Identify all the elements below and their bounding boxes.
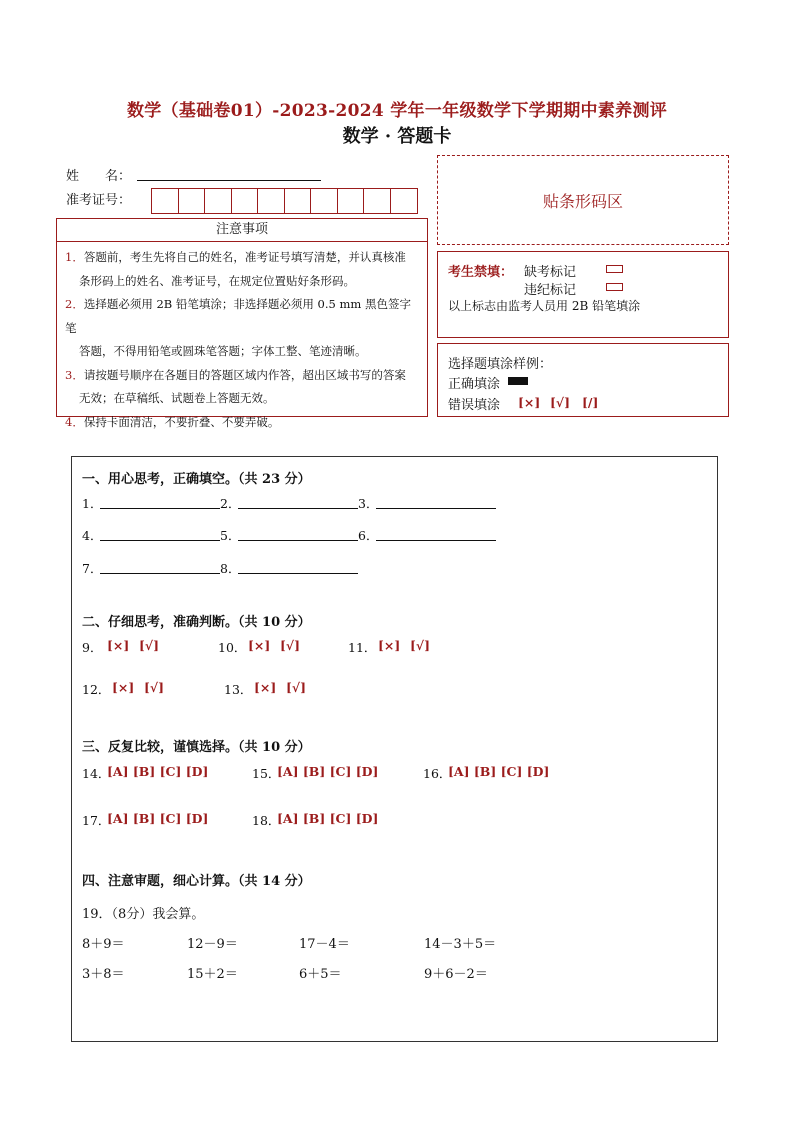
question-number: 4． (82, 528, 103, 543)
fill-sample-box (437, 343, 729, 417)
option-check[interactable]: [√] (410, 638, 431, 653)
proctor-mark-box (437, 251, 729, 338)
barcode-label: 贴条形码区 (542, 191, 623, 211)
answer-area (71, 456, 718, 1042)
answer-blank[interactable] (238, 562, 358, 574)
notice-title: 注意事项 (56, 218, 428, 242)
answer-blank[interactable] (100, 562, 220, 574)
answer-blank[interactable] (376, 497, 496, 509)
correct-fill-mark (508, 377, 528, 385)
wrong-mark-slash: [/] (582, 395, 599, 410)
page-subtitle: 数学 · 答题卡 (342, 126, 452, 147)
name-label: 姓 名： (66, 169, 132, 184)
barcode-area (437, 155, 729, 245)
id-digit-box[interactable] (152, 189, 179, 213)
section-2-title: 二、仔细思考，准确判断。（共 10 分） (82, 615, 311, 630)
option-cross[interactable]: [×] (248, 638, 271, 653)
calc-item: 6＋5＝ (299, 967, 342, 982)
question-number: 14． (82, 766, 111, 781)
correct-fill-label: 正确填涂 (448, 377, 501, 392)
id-digit-box[interactable] (364, 189, 391, 213)
id-digit-box[interactable] (391, 189, 418, 213)
question-number: 11． (348, 640, 377, 655)
notice-item: 1．答题前，考生先将自己的姓名，准考证号填写清楚，并认真核准 (65, 250, 406, 264)
question-number: 17． (82, 813, 111, 828)
wrong-mark-cross: [×] (518, 395, 541, 410)
choice-options[interactable]: [A] [B] [C] [D] (107, 764, 209, 779)
id-digit-box[interactable] (205, 189, 232, 213)
calc-item: 15＋2＝ (187, 967, 238, 982)
calc-item: 12－9＝ (187, 937, 238, 952)
name-field[interactable] (137, 167, 321, 181)
section-1-title: 一、用心思考，正确填空。（共 23 分） (82, 472, 311, 487)
question-number: 13． (224, 682, 253, 697)
question-number: 1． (82, 496, 103, 511)
notice-item-cont: 条形码上的姓名、准考证号，在规定位置贴好条形码。 (79, 273, 355, 288)
forbid-note: 以上标志由监考人员用 2B 铅笔填涂 (448, 299, 641, 313)
answer-blank[interactable] (238, 497, 358, 509)
question-number: 18． (252, 813, 281, 828)
id-digit-box[interactable] (232, 189, 259, 213)
answer-blank[interactable] (100, 529, 220, 541)
question-number: 7． (82, 561, 103, 576)
calc-item: 8＋9＝ (82, 937, 125, 952)
question-number: 15． (252, 766, 281, 781)
option-cross[interactable]: [×] (107, 638, 130, 653)
absent-label: 缺考标记 (524, 265, 577, 280)
id-label: 准考证号： (66, 193, 132, 208)
question-number: 8． (220, 561, 241, 576)
id-digit-box[interactable] (179, 189, 206, 213)
id-digit-box[interactable] (258, 189, 285, 213)
question-number: 16． (423, 766, 452, 781)
option-cross[interactable]: [×] (112, 680, 135, 695)
id-digit-box[interactable] (285, 189, 312, 213)
notice-item: 4．保持卡面清洁，不要折叠、不要弄破。 (65, 414, 280, 429)
question-number: 12． (82, 682, 111, 697)
answer-blank[interactable] (238, 529, 358, 541)
option-check[interactable]: [√] (286, 680, 307, 695)
calc-item: 17－4＝ (299, 937, 350, 952)
id-number-boxes[interactable] (151, 188, 418, 214)
option-check[interactable]: [√] (139, 638, 160, 653)
option-cross[interactable]: [×] (254, 680, 277, 695)
answer-blank[interactable] (376, 529, 496, 541)
question-number: 5． (220, 528, 241, 543)
question-19-title: 19．（8分）我会算。 (82, 907, 205, 922)
calc-item: 3＋8＝ (82, 967, 125, 982)
notice-item-cont: 答题，不得用铅笔或圆珠笔答题；字体工整、笔迹清晰。 (79, 344, 367, 358)
notice-list (56, 242, 428, 429)
question-number: 3． (358, 496, 379, 511)
page-title: 数学（基础卷01）-2023-2024 学年一年级数学下学期期中素养测评 (126, 101, 668, 121)
question-number: 2． (220, 496, 241, 511)
wrong-mark-check: [√] (550, 395, 571, 410)
calc-item: 14－3＋5＝ (424, 937, 497, 952)
notice-item: 3．请按题号顺序在各题目的答题区域内作答，超出区域书写的答案 (65, 367, 406, 382)
question-number: 10． (218, 640, 247, 655)
absent-mark-box[interactable] (606, 265, 623, 273)
choice-options[interactable]: [A] [B] [C] [D] (448, 764, 550, 779)
violation-mark-box[interactable] (606, 283, 623, 291)
wrong-fill-label: 错误填涂 (448, 398, 501, 413)
id-digit-box[interactable] (338, 189, 365, 213)
answer-blank[interactable] (100, 497, 220, 509)
forbid-label: 考生禁填： (448, 265, 514, 280)
notice-item: 2．选择题必须用 2B 铅笔填涂；非选择题必须用 0.5 mm 黑色签字笔 (65, 297, 411, 335)
section-4-title: 四、注意审题，细心计算。（共 14 分） (82, 874, 311, 889)
question-number: 9． (82, 640, 103, 655)
choice-options[interactable]: [A] [B] [C] [D] (277, 764, 379, 779)
violation-label: 违纪标记 (524, 283, 577, 298)
option-check[interactable]: [√] (280, 638, 301, 653)
calc-item: 9＋6－2＝ (424, 967, 488, 982)
choice-options[interactable]: [A] [B] [C] [D] (107, 811, 209, 826)
id-digit-box[interactable] (311, 189, 338, 213)
section-3-title: 三、反复比较，谨慎选择。（共 10 分） (82, 740, 311, 755)
option-cross[interactable]: [×] (378, 638, 401, 653)
choice-options[interactable]: [A] [B] [C] [D] (277, 811, 379, 826)
notice-item-cont: 无效；在草稿纸、试题卷上答题无效。 (79, 391, 275, 405)
option-check[interactable]: [√] (144, 680, 165, 695)
question-number: 6． (358, 528, 379, 543)
sample-title: 选择题填涂样例： (448, 357, 553, 372)
